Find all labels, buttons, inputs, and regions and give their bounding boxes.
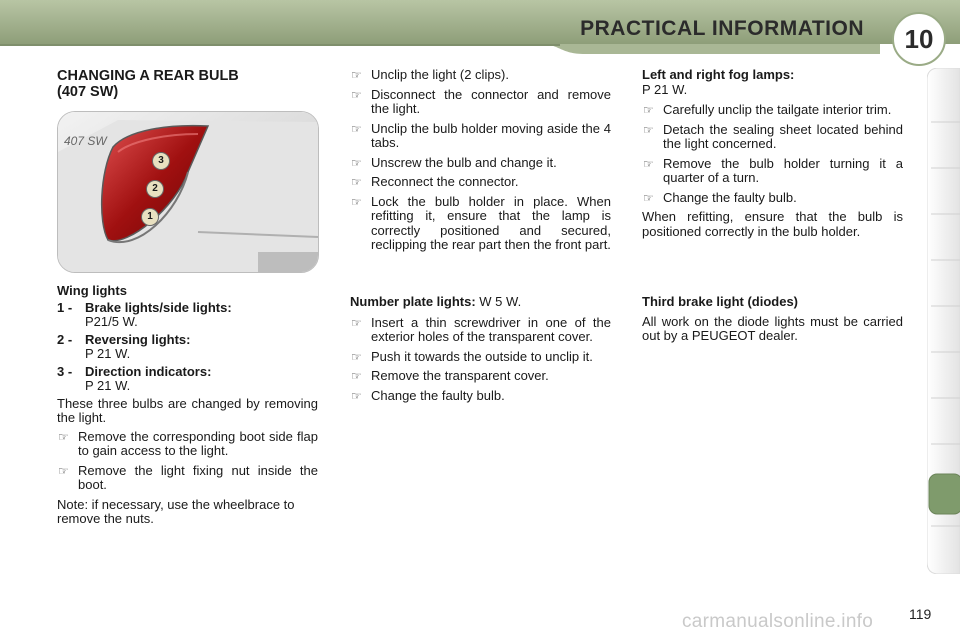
hand-pointer-icon: ☞ (351, 68, 362, 82)
instruction-text: Change the faulty bulb. (663, 189, 797, 205)
instruction-text: Insert a thin screwdriver in one of the exterior holes of the transparent cover. (371, 314, 611, 344)
instruction-text: Push it towards the outside to unclip it. (371, 348, 593, 364)
model-badge: 407 SW (64, 134, 107, 148)
hand-pointer-icon: ☞ (351, 388, 362, 403)
bulb-value: P 21 W. (85, 346, 131, 361)
bulb-number: 2 - (57, 331, 73, 347)
instruction-bullet (350, 68, 611, 83)
section-title-line1: CHANGING A REAR BULB (57, 68, 239, 84)
instruction-text: Remove the transparent cover. (371, 368, 549, 383)
hand-pointer-icon: ☞ (351, 121, 362, 136)
hand-pointer-icon: ☞ (351, 194, 362, 209)
active-chapter-tab (929, 474, 960, 514)
callout-2: 2 (146, 180, 164, 198)
column-left-text (57, 284, 318, 531)
bulb-number: 3 - (57, 363, 73, 379)
instruction-text: Reconnect the connector. (371, 174, 519, 189)
rear-light-photo (57, 111, 319, 273)
instruction-bullet (350, 156, 611, 171)
instruction-bullet (642, 191, 903, 206)
instruction-bullet (642, 157, 903, 186)
third-brake-text: All work on the diode lights must be carried out by a PEUGEOT dealer. (642, 313, 903, 343)
instruction-bullet (642, 103, 903, 118)
chapter-badge: 10 (892, 12, 946, 66)
instruction-text: Remove the light fixing nut inside the boot. (78, 462, 318, 492)
instruction-bullet (350, 122, 611, 151)
number-plate-label: Number plate lights: (350, 294, 476, 309)
instruction-bullet (350, 175, 611, 190)
section-title (57, 68, 318, 100)
hand-pointer-icon: ☞ (643, 190, 654, 205)
bulb-label: Direction indicators: (85, 363, 212, 379)
number-plate-heading (350, 295, 611, 310)
page-header (0, 0, 960, 62)
hand-pointer-icon: ☞ (351, 315, 362, 330)
paragraph: These three bulbs are changed by removing the light. (57, 395, 318, 425)
instruction-bullet (57, 464, 318, 493)
page-number: 119 (909, 606, 932, 622)
instruction-bullet (350, 195, 611, 253)
instruction-bullet (350, 88, 611, 117)
instruction-bullet (350, 389, 611, 404)
column-middle (350, 68, 611, 258)
instruction-text: Unscrew the bulb and change it. (371, 154, 557, 170)
fog-lamps-value: P 21 W. (642, 81, 688, 97)
refit-note: When refitting, ensure that the bulb is positioned correctly in the bulb holder. (642, 209, 903, 239)
bulb-number: 1 - (57, 299, 73, 315)
bulb-item (57, 365, 318, 394)
instruction-bullet (350, 350, 611, 365)
bulb-value: P 21 W. (85, 378, 131, 393)
section-title-line2: (407 SW) (57, 84, 119, 100)
note: Note: if necessary, use the wheelbrace to remove the nuts. (57, 496, 295, 526)
bulb-label: Reversing lights: (85, 331, 191, 347)
instruction-text: Unclip the light (2 clips). (371, 67, 509, 82)
third-brake-heading: Third brake light (diodes) (642, 294, 799, 309)
instruction-text: Disconnect the connector and remove the light. (371, 86, 611, 116)
bulb-item (57, 333, 318, 362)
hand-pointer-icon: ☞ (643, 103, 654, 117)
column-right (642, 68, 903, 243)
hand-pointer-icon: ☞ (58, 429, 69, 444)
bulb-item (57, 301, 318, 330)
hand-pointer-icon: ☞ (58, 463, 69, 478)
fog-lamps-heading: Left and right fog lamps: (642, 67, 795, 82)
hand-pointer-icon: ☞ (351, 155, 362, 170)
instruction-text: Lock the bulb holder in place. When refitting it, ensure that the lamp is correctly positioned and secured, reclipping the rear part then the front part. (371, 193, 611, 252)
instruction-bullet (642, 123, 903, 152)
hand-pointer-icon: ☞ (351, 369, 362, 383)
watermark: carmanualsonline.info (682, 611, 874, 632)
chapter-tabs (927, 68, 960, 574)
page-title: PRACTICAL INFORMATION (580, 17, 864, 40)
hand-pointer-icon: ☞ (351, 175, 362, 189)
column-right-lower (642, 295, 903, 348)
column-left (57, 68, 318, 106)
instruction-text: Change the faulty bulb. (371, 387, 505, 403)
instruction-text: Remove the corresponding boot side flap to gain access to the light. (78, 428, 318, 458)
number-plate-value: W 5 W. (475, 294, 522, 309)
bulb-value: P21/5 W. (85, 314, 138, 329)
instruction-text: Detach the sealing sheet located behind the light concerned. (663, 121, 903, 151)
instruction-text: Carefully unclip the tailgate interior trim. (663, 102, 892, 117)
hand-pointer-icon: ☞ (643, 156, 654, 171)
hand-pointer-icon: ☞ (351, 349, 362, 364)
instruction-bullet (350, 316, 611, 345)
instruction-text: Unclip the bulb holder moving aside the 4 tabs. (371, 120, 611, 150)
bulb-label: Brake lights/side lights: (85, 299, 232, 315)
wing-lights-heading: Wing lights (57, 283, 127, 298)
hand-pointer-icon: ☞ (351, 87, 362, 102)
callout-3: 3 (152, 152, 170, 170)
column-middle-lower (350, 295, 611, 408)
instruction-text: Remove the bulb holder turning it a quarter of a turn. (663, 155, 903, 185)
hand-pointer-icon: ☞ (643, 122, 654, 137)
callout-1: 1 (141, 208, 159, 226)
instruction-bullet (57, 430, 318, 459)
instruction-bullet (350, 369, 611, 384)
